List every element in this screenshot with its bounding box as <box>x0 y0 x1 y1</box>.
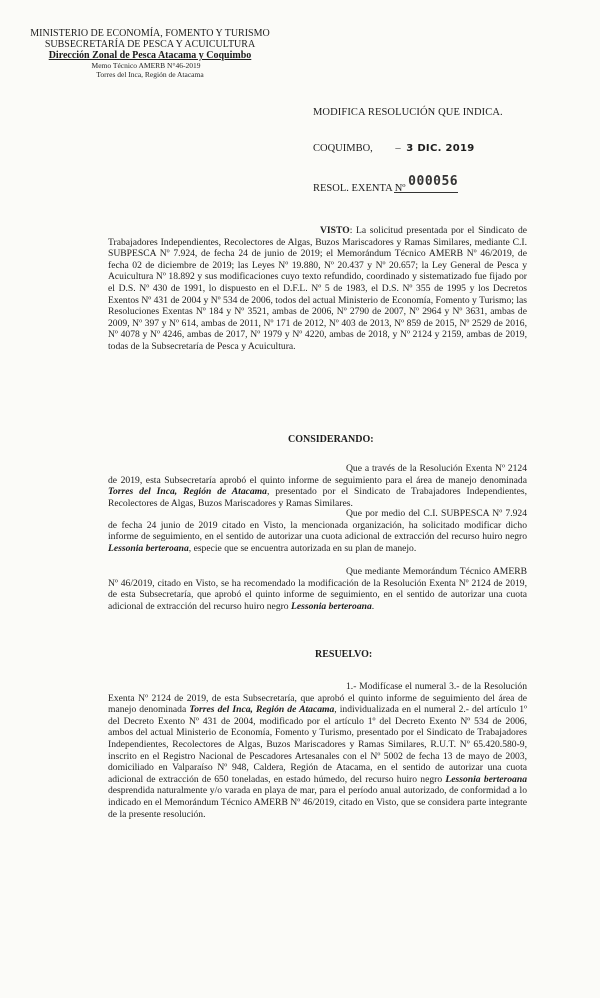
considerando-3-text-b: . <box>371 600 375 612</box>
city: COQUIMBO, <box>313 143 373 154</box>
stamped-date: 3 DIC. 2019 <box>406 143 475 154</box>
resuelvo-1-text-b: , individualizada en el numeral 2.- del artículo 1º del Decreto Exento Nº 431 de 2004, modificado por el artículo 1º del Decreto Exento Nº 534 de 2006, ambos del actual Ministerio de Economía, Fomento y Turismo, presentado por el Sindicato de Trabajadores Independientes, Recolectores de Algas, Buzos Mariscadores y Ramas Similares, R.U.T. Nº 65.420.580-9, inscrito en el Registro Nacional de Pescadores Artesanales con el Nº 5002 de fecha 13 de mayo de 2003, domiciliado en Valparaíso Nº 948, Caldera, Región de Atacama, en el sentido de autorizar una cuota adicional de extracción de 650 toneladas, en estado húmedo, del recurso huiro negro <box>108 704 527 785</box>
subsecretariat-name: SUBSECRETARÍA DE PESCA Y ACUICULTURA <box>44 39 256 50</box>
resuelvo-heading: RESUELVO: <box>315 649 373 660</box>
considerando-1-area-name: Torres del Inca, Región de Atacama <box>108 486 267 498</box>
considerando-paragraph-3 <box>108 566 527 612</box>
considerando-3-text-a: Que mediante Memorándum Técnico AMERB Nº 46/2019, citado en Visto, se ha recomendado la modificación de la Resolución Exenta Nº 2124 de 2019, de esta Subsecretaría, que aprobó el quinto informe de seguimiento, en el sentido de autorizar una cuota adicional de extracción del recurso huiro negro <box>108 566 527 612</box>
resolution-number-line <box>313 174 522 195</box>
visto-paragraph <box>108 225 527 353</box>
resuelvo-1-species: Lessonia berteroana <box>445 773 527 785</box>
visto-text: : La solicitud presentada por el Sindicato de Trabajadores Independientes, Recolectores de Algas, Buzos Mariscadores y Ramas Similares, mediante C.I. SUBPESCA Nº 7.924, de fecha 24 de junio de 2019; el Memorándum Técnico AMERB Nº 46/2019, de fecha 02 de diciembre de 2019; las Leyes Nº 19.880, Nº 20.437 y Nº 20.657; la Ley General de Pesca y Acuicultura Nº 18.892 y sus modificaciones cuyo texto refundido, coordinado y sistematizado fue fijado por el D.S. Nº 430 de 1991, lo dispuesto en el D.F.L. Nº 5 de 1983, el D.S. Nº 355 de 1995 y los Decretos Exentos Nº 431 de 2004 y Nº 534 de 2006, todos del actual Ministerio de Economía, Fomento y Turismo; las Resoluciones Exentas Nº 184 y Nº 3521, ambas de 2006, Nº 2790 de 2007, Nº 2964 y Nº 3631, ambas de 2009, Nº 397 y Nº 614, ambas de 2011, Nº 171 de 2012, Nº 403 de 2013, Nº 859 de 2015, Nº 2529 de 2016, Nº 4078 y Nº 4246, ambas de 2017, Nº 1979 y Nº 4220, ambas de 2018, y Nº 2124 y 2159, ambas de 2019, todas de la Subsecretaría de Pesca y Acuicultura. <box>108 225 527 352</box>
institution-header <box>0 28 300 79</box>
resolution-number: 000056 <box>408 174 459 189</box>
considerando-1-text-b: , presentado por el Sindicato de Trabajadores Independientes, Recolectores de Algas, Buzos Mariscadores y Ramas Similares. <box>108 486 527 509</box>
considerando-3-species: Lessonia berteroana <box>291 600 372 612</box>
resolution-subject: MODIFICA RESOLUCIÓN QUE INDICA. <box>313 107 503 118</box>
considerando-2-text-b: , especie que se encuentra autorizada en su plan de manejo. <box>188 542 417 554</box>
considerando-paragraph-1 <box>108 463 527 509</box>
considerando-paragraph-2 <box>108 508 527 554</box>
place-date-line <box>313 143 475 154</box>
number-underline <box>394 192 458 193</box>
considerando-heading: CONSIDERANDO: <box>288 434 374 445</box>
considerando-2-text-a: Que por medio del C.I. SUBPESCA Nº 7.924 de fecha 24 junio de 2019 citado en Visto, la mencionada organización, ha solicitado modificar dicho informe de seguimiento, en el sentido de autorizar una cuota adicional de extracción del recurso huiro negro <box>108 508 527 543</box>
considerando-1-text-a: Que a través de la Resolución Exenta Nº 2124 de 2019, esta Subsecretaría aprobó el quinto informe de seguimiento para el área de manejo denominada <box>108 463 527 486</box>
area-reference: Torres del Inca, Región de Atacama <box>96 70 204 79</box>
resolution-label: RESOL. EXENTA Nº <box>313 183 406 194</box>
resuelvo-1-area-name: Torres del Inca, Región de Atacama <box>189 704 335 716</box>
resuelvo-1-text-c: desprendida naturalmente y/o varada en playa de mar, para el período anual autorizado, de conformidad a lo indicado en el Memorándum Técnico AMERB Nº 46/2019, citado en Visto, que se considera parte integrante de la presente resolución. <box>108 785 527 820</box>
memo-reference: Memo Técnico AMERB N°46-2019 <box>91 61 201 70</box>
considerando-2-species: Lessonia berteroana <box>108 542 189 554</box>
date-dash: – <box>395 143 401 154</box>
zonal-direction-name: Dirección Zonal de Pesca Atacama y Coquimbo <box>48 50 252 61</box>
ministry-name: MINISTERIO DE ECONOMÍA, FOMENTO Y TURISMO <box>30 28 270 39</box>
resuelvo-paragraph-1 <box>108 681 527 820</box>
resuelvo-1-text-a: 1.- Modifícase el numeral 3.- de la Resolución Exenta Nº 2124 de 2019, de esta Subsecretaría, que aprobó el quinto informe de seguimiento del área de manejo denominada <box>108 681 527 716</box>
visto-label: VISTO <box>320 225 350 236</box>
